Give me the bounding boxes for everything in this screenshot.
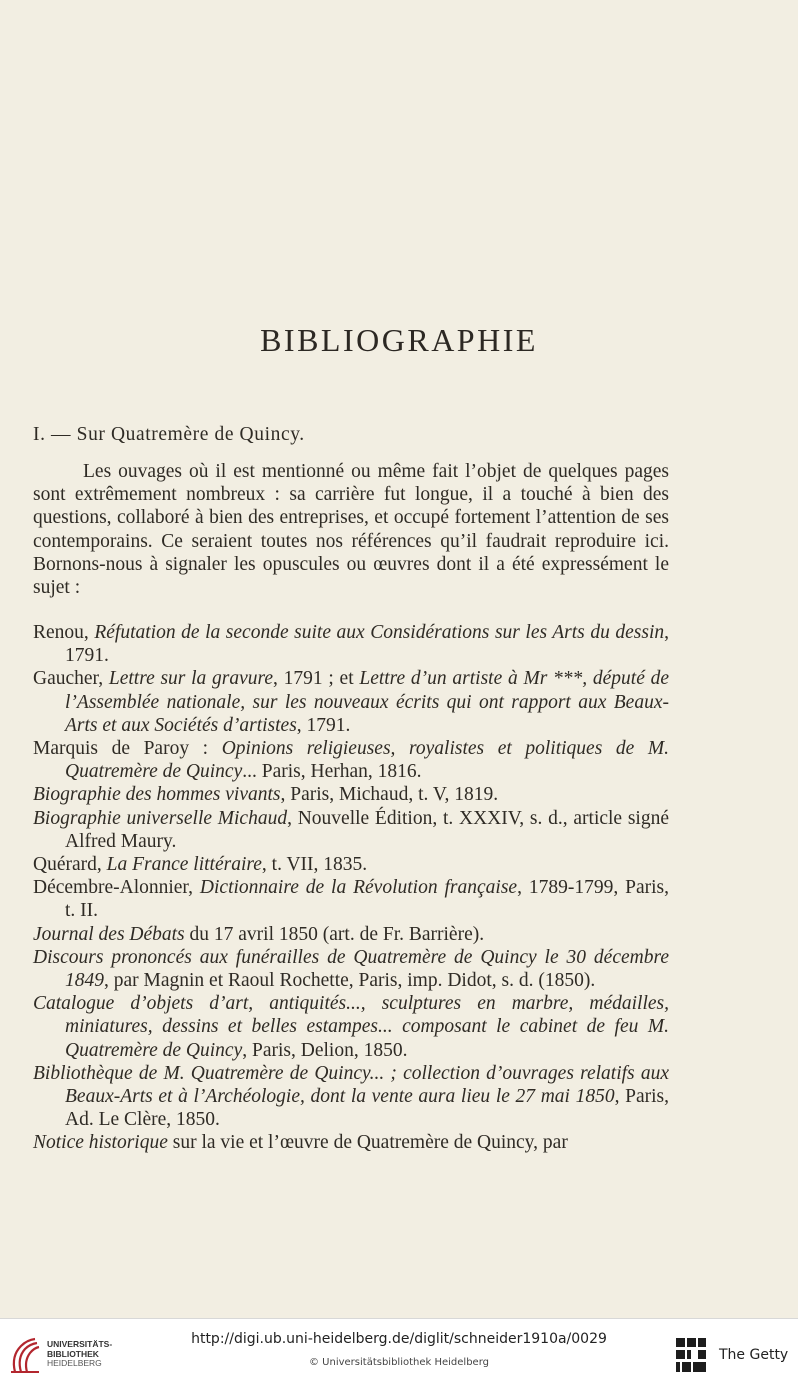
bibliography-entry: Bibliothèque de M. Quatremère de Quincy... ; collection d’ouvrages relatifs aux Beaux-Arts et à l’Archéologie, dont la vente aura lieu le 27 mai 1850, Paris, Ad. Le Clère, 1850.: [33, 1062, 670, 1131]
page-title: BIBLIOGRAPHIE: [260, 322, 538, 359]
getty-logo-text: The Getty: [719, 1347, 789, 1363]
bibliography-entry: Gaucher, Lettre sur la gravure, 1791 ; et Lettre d’un artiste à Mr ***, député de l’Assemblée nationale, sur les nouveaux écrits qui ont rapport aux Beaux-Arts et aux Sociétés d’artistes, 1791.: [33, 668, 669, 736]
section-heading: I. — Sur Quatremère de Quincy.: [33, 424, 305, 445]
intro-paragraph: Les ouvages où il est mentionné ou même fait l’objet de quelques pages sont extrêmement nombreux : sa carrière fut longue, il a touché à bien des questions, collaboré à bien des entreprises, et occupé fortement l’attention de ses contemporains. Ce seraient toutes nos références qu’il faudrait reproduire ici. Bornons-nous à signaler les opuscules ou œuvres dont il a été expressément le sujet :: [33, 461, 669, 599]
getty-logo-icon: [675, 1336, 707, 1374]
bibliography-entry: Biographie universelle Michaud, Nouvelle Édition, t. XXXIV, s. d., article signé Alfred Maury.: [33, 807, 669, 852]
bibliography-list: [33, 621, 669, 1155]
bibliography-entry: Décembre-Alonnier, Dictionnaire de la Révolution française, 1789-1799, Paris, t. II.: [33, 877, 669, 922]
bibliography-entry: Marquis de Paroy : Opinions religieuses, royalistes et politiques de M. Quatremère de Quincy... Paris, Herhan, 1816.: [33, 738, 669, 783]
bibliography-entry: Biographie des hommes vivants, Paris, Michaud, t. V, 1819.: [33, 784, 499, 806]
permalink-url[interactable]: http://digi.ub.uni-heidelberg.de/diglit/schneider1910a/0029: [191, 1331, 607, 1347]
bibliography-entry: Catalogue d’objets d’art, antiquités..., sculptures en marbre, médailles, miniatures, dessins et belles estampes... composant le cabinet de feu M. Quatremère de Quincy, Paris, Delion, 1850.: [33, 993, 669, 1061]
viewer-footer: [0, 1318, 798, 1388]
bibliography-entry: Discours prononcés aux funérailles de Quatremère de Quincy le 30 décembre 1849, par Magnin et Raoul Rochette, Paris, imp. Didot, s. d. (1850).: [33, 946, 669, 992]
copyright-notice: © Universitätsbibliothek Heidelberg: [308, 1357, 489, 1368]
bibliography-entry: Quérard, La France littéraire, t. VII, 1835.: [33, 854, 368, 876]
heidelberg-logo-text: UNIVERSITÄTS- BIBLIOTHEK HEIDELBERG: [47, 1339, 113, 1368]
getty-logo[interactable]: [675, 1336, 795, 1376]
bibliography-entry: Renou, Réfutation de la seconde suite aux Considérations sur les Arts du dessin, 1791.: [33, 622, 669, 667]
bibliography-entry: Journal des Débats du 17 avril 1850 (art. de Fr. Barrière).: [33, 923, 485, 945]
bibliography-entry: Notice historique sur la vie et l’œuvre de Quatremère de Quincy, par: [33, 1132, 568, 1154]
